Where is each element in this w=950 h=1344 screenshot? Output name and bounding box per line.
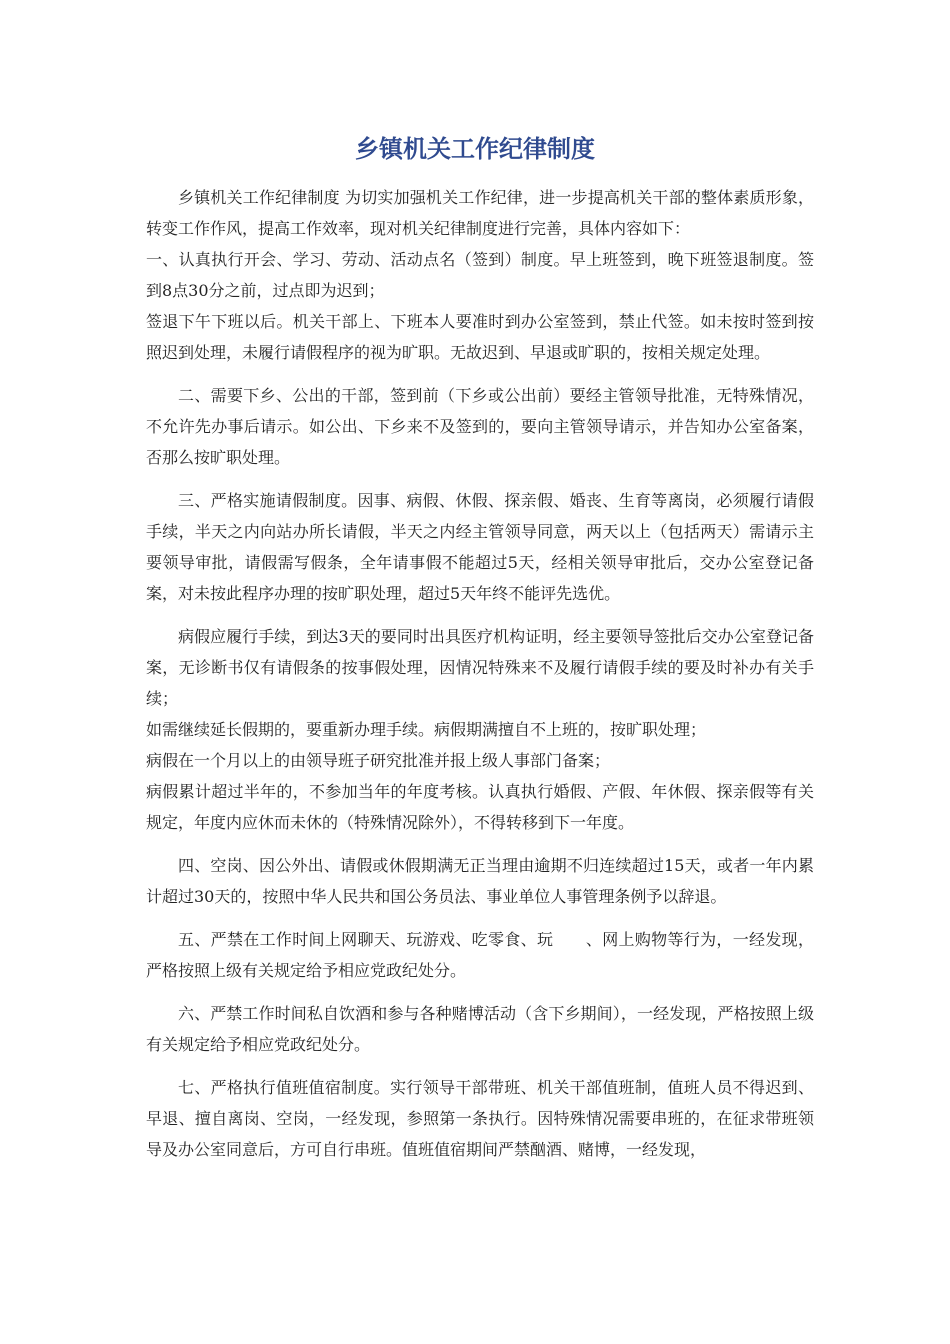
paragraph-item-1: 一、认真执行开会、学习、劳动、活动点名（签到）制度。早上班签到，晚下班签退制度。签到8点30分之前，过点即为迟到； (146, 250, 814, 300)
paragraph-item-1-signout: 签退下午下班以后。机关干部上、下班本人要准时到办公室签到，禁止代签。如未按时签到按照迟到处理，未履行请假程序的视为旷职。无故迟到、早退或旷职的，按相关规定处理。 (146, 312, 814, 362)
paragraph-sick-leave-month: 病假在一个月以上的由领导班子研究批准并报上级人事部门备案； (146, 751, 611, 770)
paragraph-intro: 乡镇机关工作纪律制度 为切实加强机关工作纪律，进一步提高机关干部的整体素质形象，转变工作作风，提高工作效率，现对机关纪律制度进行完善，具体内容如下： (146, 188, 814, 238)
paragraph-item-7: 七、严格执行值班值宿制度。实行领导干部带班、机关干部值班制，值班人员不得迟到、早退、擅自离岗、空岗，一经发现，参照第一条执行。因特殊情况需要串班的，在征求带班领导及办公室同意后，方可自行串班。值班值宿期间严禁酗酒、赌博，一经发现， (146, 1078, 814, 1159)
paragraph-sick-leave: 病假应履行手续，到达3天的要同时出具医疗机构证明，经主要领导签批后交办公室登记备案，无诊断书仅有请假条的按事假处理，因情况特殊来不及履行请假手续的要及时补办有关手续； (146, 627, 814, 708)
paragraph-item-6: 六、严禁工作时间私自饮酒和参与各种赌博活动（含下乡期间），一经发现，严格按照上级有关规定给予相应党政纪处分。 (146, 1004, 814, 1054)
paragraph-sick-leave-half-year: 病假累计超过半年的，不参加当年的年度考核。认真执行婚假、产假、年休假、探亲假等有关规定，年度内应休而未休的（特殊情况除外），不得转移到下一年度。 (146, 782, 814, 832)
paragraph-item-2: 二、需要下乡、公出的干部，签到前（下乡或公出前）要经主管领导批准，无特殊情况，不允许先办事后请示。如公出、下乡来不及签到的，要向主管领导请示，并告知办公室备案，否那么按旷职处理。 (146, 386, 814, 467)
document-title: 乡镇机关工作纪律制度 (355, 135, 595, 163)
paragraph-item-3: 三、严格实施请假制度。因事、病假、休假、探亲假、婚丧、生育等离岗，必须履行请假手续，半天之内向站办所长请假，半天之内经主管领导同意，两天以上（包括两天）需请示主要领导审批，请假需写假条，全年请事假不能超过5天，经相关领导审批后，交办公室登记备案，对未按此程序办理的按旷职处理，超过5天年终不能评先选优。 (146, 491, 814, 603)
paragraph-sick-leave-extend: 如需继续延长假期的，要重新办理手续。病假期满擅自不上班的，按旷职处理； (146, 720, 707, 739)
document-body (146, 182, 814, 1165)
paragraph-item-4: 四、空岗、因公外出、请假或休假期满无正当理由逾期不归连续超过15天，或者一年内累计超过30天的，按照中华人民共和国公务员法、事业单位人事管理条例予以辞退。 (146, 856, 814, 906)
paragraph-item-5: 五、严禁在工作时间上网聊天、玩游戏、吃零食、玩 、网上购物等行为，一经发现，严格按照上级有关规定给予相应党政纪处分。 (146, 930, 814, 980)
